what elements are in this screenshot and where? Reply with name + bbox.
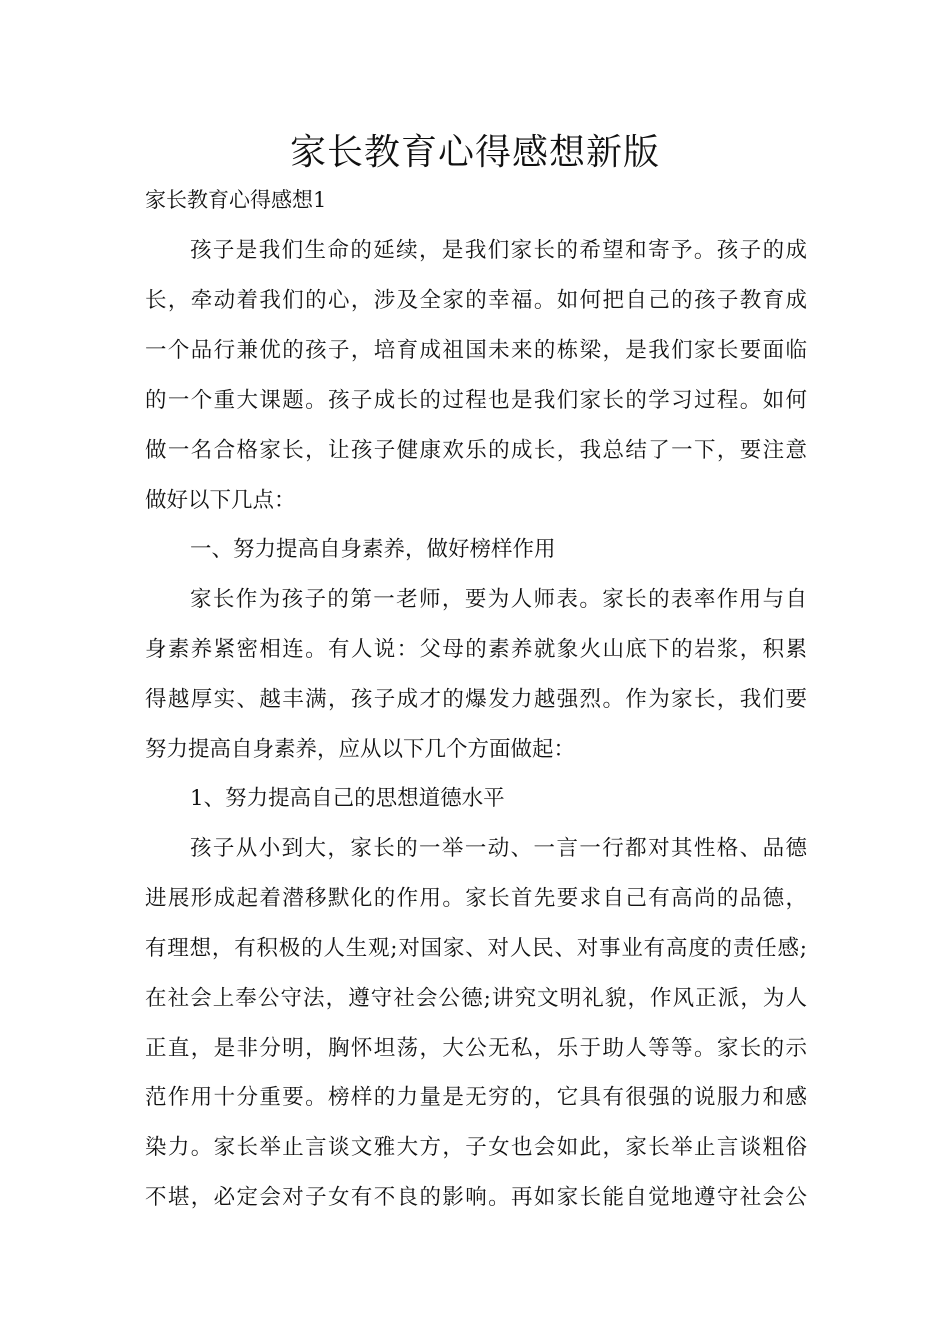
paragraph-line: 孩子从小到大，家长的一举一动、一言一行都对其性格、品德: [190, 836, 807, 861]
paragraph-line: 得越厚实、越丰满，孩子成才的爆发力越强烈。作为家长，我们要: [145, 687, 807, 712]
section-heading: 一、努力提高自身素养，做好榜样作用: [190, 537, 556, 562]
paragraph-line: 正直，是非分明，胸怀坦荡，大公无私，乐于助人等等。家长的示: [145, 1036, 807, 1061]
paragraph-line: 的一个重大课题。孩子成长的过程也是我们家长的学习过程。如何: [145, 388, 807, 413]
paragraph-line: 染力。家长举止言谈文雅大方，子女也会如此，家长举止言谈粗俗: [145, 1135, 807, 1160]
paragraph-line: 有理想，有积极的人生观;对国家、对人民、对事业有高度的责任感;: [145, 936, 807, 961]
paragraph-line: 孩子是我们生命的延续，是我们家长的希望和寄予。孩子的成: [190, 238, 807, 263]
paragraph-line: 做好以下几点：: [145, 488, 296, 513]
document-subtitle: 家长教育心得感想1: [145, 188, 327, 212]
paragraph-line: 范作用十分重要。榜样的力量是无穷的，它具有很强的说服力和感: [145, 1085, 807, 1110]
paragraph-line: 努力提高自身素养，应从以下几个方面做起：: [145, 737, 576, 762]
paragraph-line: 在社会上奉公守法，遵守社会公德;讲究文明礼貌，作风正派，为人: [145, 986, 807, 1011]
paragraph-line: 做一名合格家长，让孩子健康欢乐的成长，我总结了一下，要注意: [145, 438, 807, 463]
paragraph-line: 身素养紧密相连。有人说：父母的素养就象火山底下的岩浆，积累: [145, 637, 807, 662]
paragraph-line: 一个品行兼优的孩子，培育成祖国未来的栋梁，是我们家长要面临: [145, 338, 807, 363]
paragraph-line: 家长作为孩子的第一老师，要为人师表。家长的表率作用与自: [190, 587, 807, 612]
paragraph-line: 长，牵动着我们的心，涉及全家的幸福。如何把自己的孩子教育成: [145, 288, 807, 313]
subsection-heading: 1、努力提高自己的思想道德水平: [190, 786, 505, 811]
paragraph-line: 进展形成起着潜移默化的作用。家长首先要求自己有高尚的品德，: [145, 886, 807, 911]
paragraph-line: 不堪，必定会对子女有不良的影响。再如家长能自觉地遵守社会公: [145, 1185, 807, 1210]
document-title: 家长教育心得感想新版: [289, 132, 660, 173]
